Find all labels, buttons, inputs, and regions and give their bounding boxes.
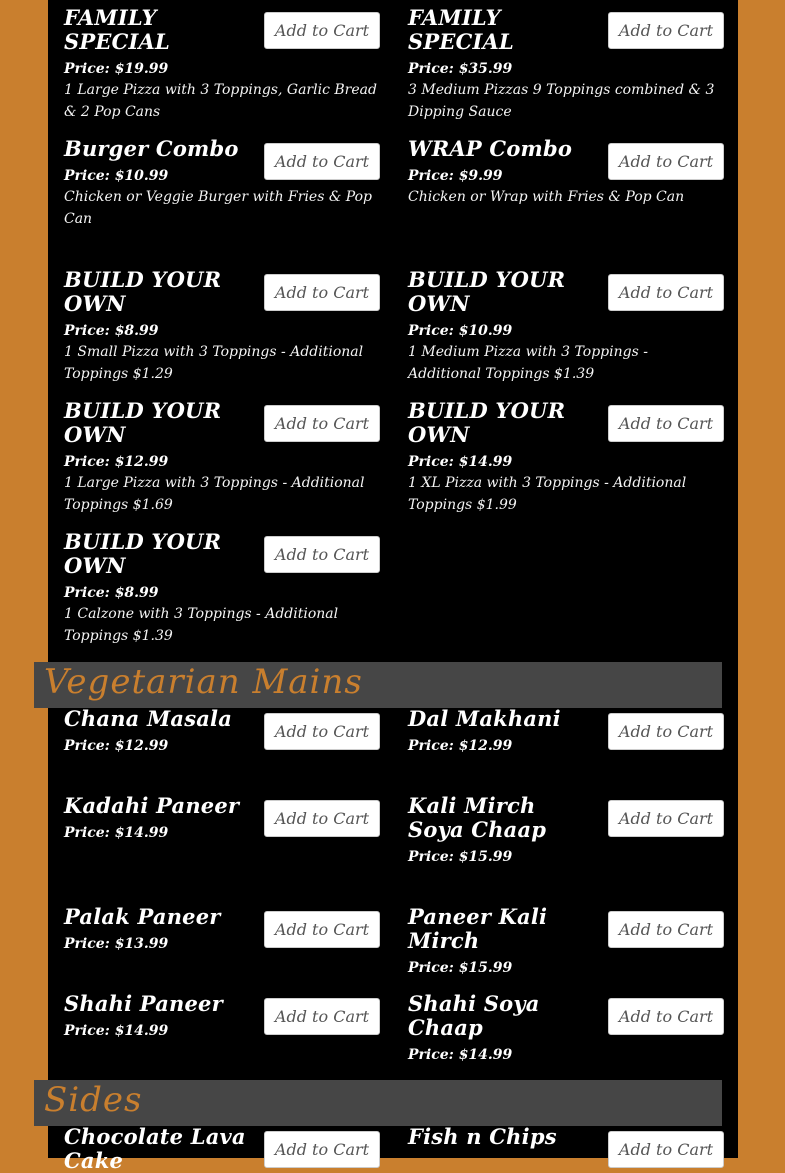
- menu-item: [64, 1125, 380, 1173]
- add-to-cart-button[interactable]: Add to Cart: [608, 274, 724, 311]
- item-name: Kadahi Paneer: [64, 793, 240, 818]
- add-to-cart-button[interactable]: Add to Cart: [264, 274, 380, 311]
- menu-item: [408, 6, 724, 123]
- item-name: FAMILY SPECIAL: [64, 5, 170, 54]
- section-title: Sides: [44, 1080, 143, 1120]
- item-name: BUILD YOUR OWN: [408, 267, 566, 316]
- menu-item: [408, 268, 724, 385]
- add-to-cart-button[interactable]: Add to Cart: [608, 405, 724, 442]
- menu-item: [408, 399, 724, 516]
- item-name: Burger Combo: [64, 136, 239, 161]
- add-to-cart-button[interactable]: Add to Cart: [264, 536, 380, 573]
- menu-item: [64, 905, 380, 953]
- add-to-cart-button[interactable]: Add to Cart: [608, 800, 724, 837]
- item-price: Price: $8.99: [64, 585, 159, 601]
- item-price: Price: $14.99: [64, 1023, 169, 1039]
- section-header-sides: [34, 1080, 722, 1126]
- menu-item: [408, 794, 724, 866]
- item-price: Price: $35.99: [408, 61, 513, 77]
- add-to-cart-button[interactable]: Add to Cart: [264, 911, 380, 948]
- section-header-vegetarian: [34, 662, 722, 708]
- item-name: BUILD YOUR OWN: [64, 529, 222, 578]
- item-price: Price: $9.99: [408, 168, 503, 184]
- item-description: 1 Large Pizza with 3 Toppings, Garlic Bread & 2 Pop Cans: [64, 82, 377, 120]
- item-price: Price: $12.99: [408, 738, 513, 754]
- add-to-cart-button[interactable]: Add to Cart: [608, 911, 724, 948]
- add-to-cart-button[interactable]: Add to Cart: [264, 405, 380, 442]
- item-description: 1 Calzone with 3 Toppings - Additional Toppings $1.39: [64, 606, 339, 644]
- add-to-cart-button[interactable]: Add to Cart: [264, 998, 380, 1035]
- item-price: Price: $10.99: [64, 168, 169, 184]
- item-price: Price: $12.99: [64, 738, 169, 754]
- item-name: BUILD YOUR OWN: [408, 398, 566, 447]
- item-price: Price: $15.99: [408, 849, 513, 865]
- item-description: 1 Small Pizza with 3 Toppings - Additional Toppings $1.29: [64, 344, 364, 382]
- add-to-cart-button[interactable]: Add to Cart: [264, 1131, 380, 1168]
- section-title: Vegetarian Mains: [44, 662, 363, 702]
- add-to-cart-button[interactable]: Add to Cart: [608, 998, 724, 1035]
- menu-item: [64, 794, 380, 842]
- item-name: Palak Paneer: [64, 904, 221, 929]
- item-description: 1 Large Pizza with 3 Toppings - Additional Toppings $1.69: [64, 475, 365, 513]
- item-name: BUILD YOUR OWN: [64, 398, 222, 447]
- menu-item: [408, 905, 724, 977]
- item-name: Shahi Soya Chaap: [408, 991, 540, 1040]
- item-price: Price: $19.99: [64, 61, 169, 77]
- item-name: Chocolate Lava Cake: [64, 1124, 246, 1173]
- add-to-cart-button[interactable]: Add to Cart: [264, 12, 380, 49]
- add-to-cart-button[interactable]: Add to Cart: [264, 713, 380, 750]
- item-name: Chana Masala: [64, 706, 233, 731]
- menu-item: [64, 530, 380, 647]
- item-name: Kali Mirch Soya Chaap: [408, 793, 547, 842]
- menu-item: [64, 707, 380, 755]
- add-to-cart-button[interactable]: Add to Cart: [608, 143, 724, 180]
- menu-item: [64, 399, 380, 516]
- item-price: Price: $14.99: [408, 454, 513, 470]
- add-to-cart-button[interactable]: Add to Cart: [264, 800, 380, 837]
- add-to-cart-button[interactable]: Add to Cart: [608, 713, 724, 750]
- add-to-cart-button[interactable]: Add to Cart: [264, 143, 380, 180]
- item-name: Dal Makhani: [408, 706, 561, 731]
- item-price: Price: $14.99: [408, 1047, 513, 1063]
- item-price: Price: $13.99: [64, 936, 169, 952]
- item-price: Price: $8.99: [64, 323, 159, 339]
- add-to-cart-button[interactable]: Add to Cart: [608, 12, 724, 49]
- menu-item: [408, 992, 724, 1064]
- item-name: Shahi Paneer: [64, 991, 223, 1016]
- menu-item: [408, 707, 724, 755]
- menu-item: [64, 6, 380, 123]
- item-price: Price: $15.99: [408, 960, 513, 976]
- item-name: FAMILY SPECIAL: [408, 5, 514, 54]
- item-name: BUILD YOUR OWN: [64, 267, 222, 316]
- item-description: 1 XL Pizza with 3 Toppings - Additional Toppings $1.99: [408, 475, 687, 513]
- item-description: Chicken or Wrap with Fries & Pop Can: [408, 189, 685, 205]
- menu-item: [408, 137, 724, 208]
- item-price: Price: $12.99: [64, 454, 169, 470]
- menu-item: [64, 992, 380, 1040]
- item-price: Price: $14.99: [64, 825, 169, 841]
- menu-item: [64, 137, 380, 230]
- item-description: 1 Medium Pizza with 3 Toppings - Additional Toppings $1.39: [408, 344, 648, 382]
- item-description: Chicken or Veggie Burger with Fries & Pop Can: [64, 189, 372, 227]
- add-to-cart-button[interactable]: Add to Cart: [608, 1131, 724, 1168]
- item-price: Price: $10.99: [408, 323, 513, 339]
- item-name: WRAP Combo: [408, 136, 573, 161]
- menu-item: [408, 1124, 724, 1159]
- item-name: Paneer Kali Mirch: [408, 904, 548, 953]
- item-description: 3 Medium Pizzas 9 Toppings combined & 3 Dipping Sauce: [408, 82, 715, 120]
- menu-item: [64, 268, 380, 385]
- item-name: Fish n Chips: [408, 1124, 557, 1149]
